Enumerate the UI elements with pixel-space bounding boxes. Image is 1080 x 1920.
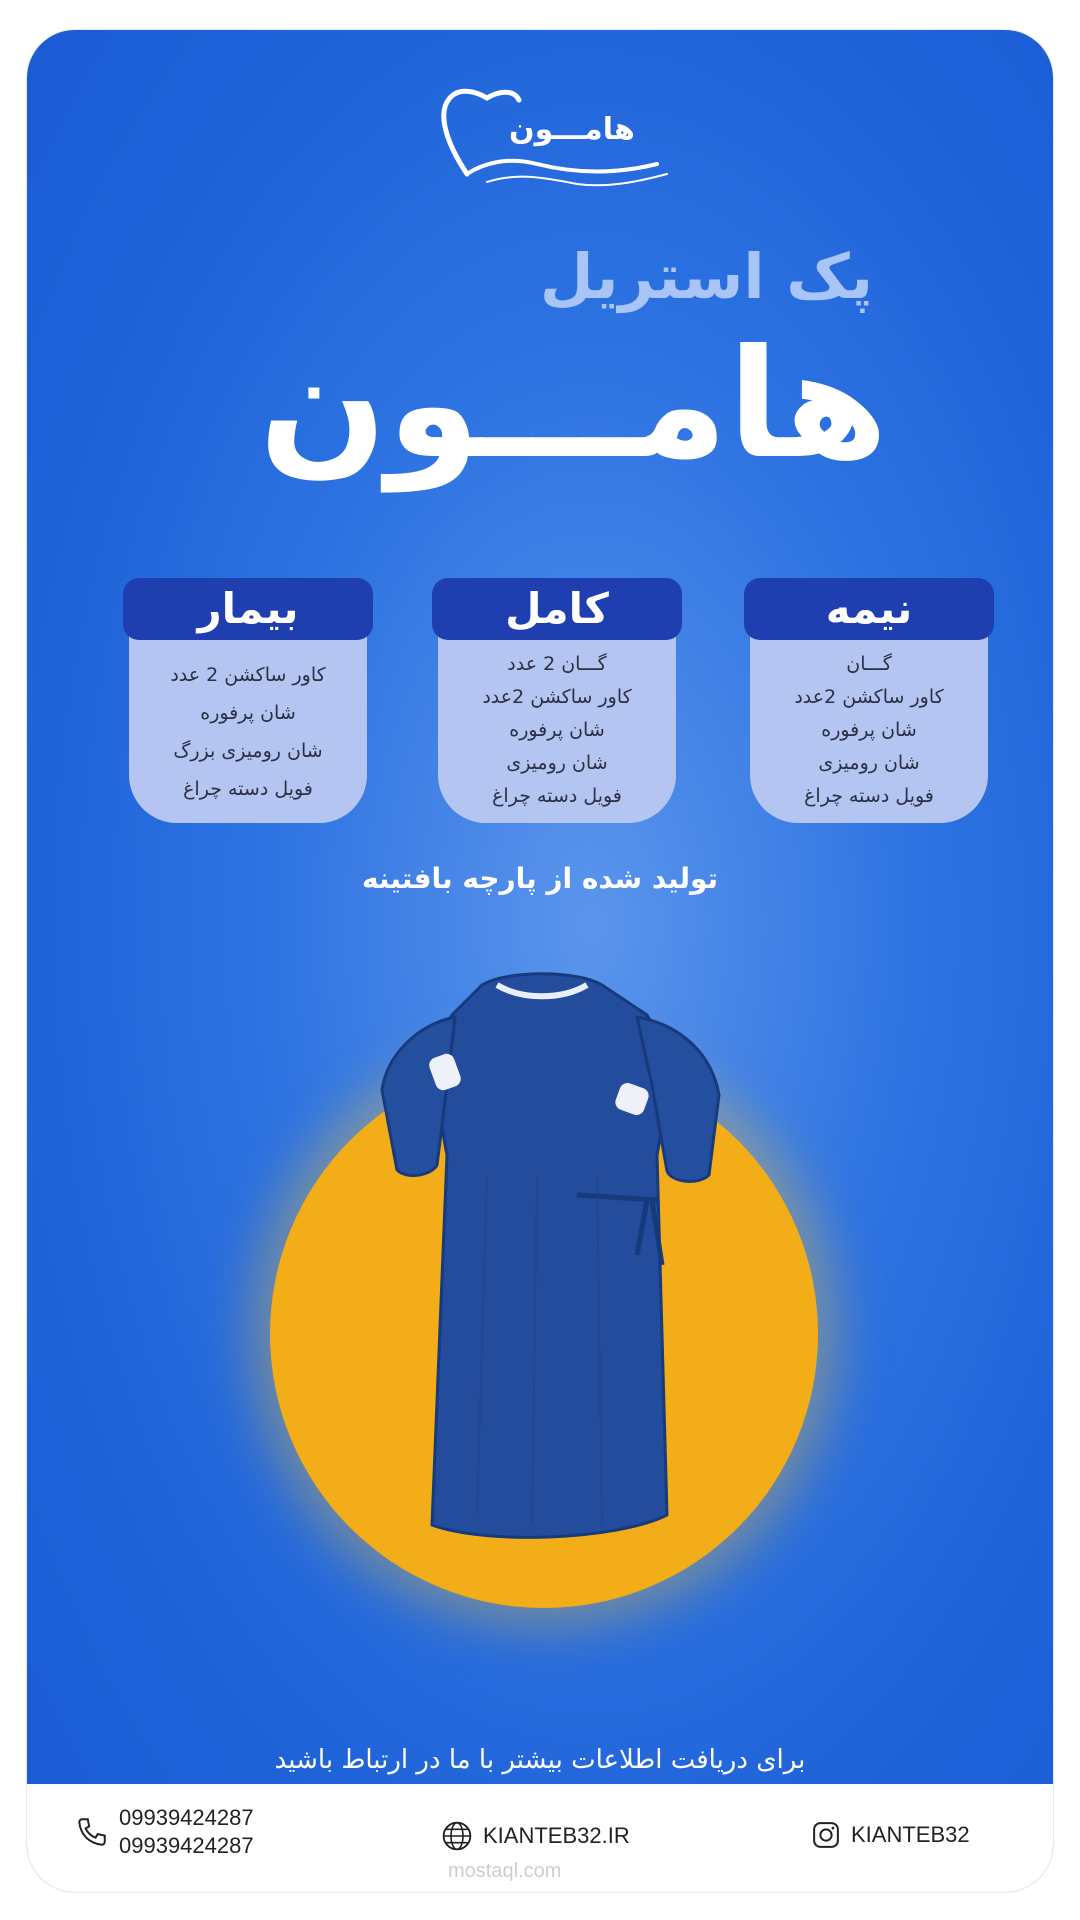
instagram-icon	[811, 1820, 841, 1850]
list-item: فویل دسته چراغ	[492, 785, 622, 807]
list-item: شان رومیزی	[506, 752, 608, 774]
card-full	[432, 578, 682, 823]
instagram-handle[interactable]: KIANTEB32	[851, 1822, 970, 1847]
fabric-note: تولید شده از پارچه بافتینه	[361, 862, 719, 895]
list-item: کاور ساکشن 2عدد	[794, 686, 944, 708]
card-item-list	[438, 648, 676, 813]
globe-icon	[441, 1820, 473, 1852]
phone-contact[interactable]	[75, 1804, 254, 1860]
list-item: فویل دسته چراغ	[183, 778, 313, 800]
card-item-list	[750, 648, 988, 813]
list-item: شان پرفوره	[509, 719, 605, 741]
phone-icon	[75, 1815, 109, 1849]
list-item: شان پرفوره	[821, 719, 917, 741]
list-item: شان رومیزی	[818, 752, 920, 774]
list-item: فویل دسته چراغ	[804, 785, 934, 807]
website-link[interactable]	[441, 1820, 630, 1852]
list-item: گـــان 2 عدد	[507, 653, 607, 675]
card-item-list	[129, 656, 367, 808]
list-item: کاور ساکشن 2 عدد	[170, 664, 326, 686]
card-half	[744, 578, 994, 823]
list-item: شان پرفوره	[200, 702, 296, 724]
card-title: کامل	[432, 578, 682, 640]
list-item: کاور ساکشن 2عدد	[482, 686, 632, 708]
instagram-link[interactable]	[811, 1820, 970, 1850]
card-title: بیمار	[123, 578, 373, 640]
card-title: نیمه	[744, 578, 994, 640]
website-text[interactable]: KIANTEB32.IR	[483, 1823, 630, 1848]
phone-number[interactable]: 09939424287	[119, 1833, 254, 1858]
list-item: شان رومیزی بزرگ	[173, 740, 323, 762]
poster	[27, 30, 1053, 1892]
surgical-gown-image	[337, 955, 757, 1575]
phone-number[interactable]: 09939424287	[119, 1805, 254, 1830]
page-title: هامـــون	[258, 318, 888, 492]
card-patient	[123, 578, 373, 823]
logo-text: هامـــون	[509, 112, 635, 147]
brand-logo	[427, 64, 677, 194]
list-item: گـــان	[846, 653, 892, 675]
page-subtitle: پک استریل	[539, 240, 873, 313]
watermark: mostaql.com	[448, 1860, 562, 1882]
contact-note: برای دریافت اطلاعات بیشتر با ما در ارتباط باشید	[274, 1745, 806, 1775]
